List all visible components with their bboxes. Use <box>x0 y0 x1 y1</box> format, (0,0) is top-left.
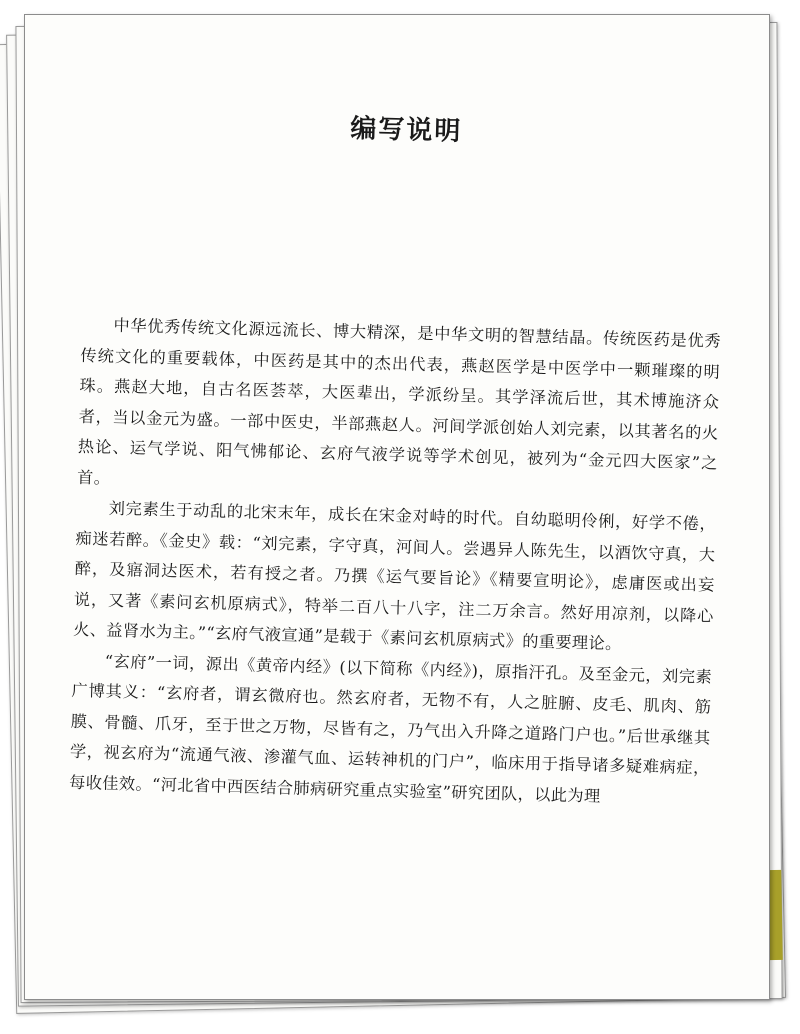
paragraph-intro: 中华优秀传统文化源远流长、博大精深，是中华文明的智慧结晶。传统医药是优秀传统文化的重要载体，中医药是其中的杰出代表，燕赵医学是中医学中一颗璀璨的明珠。燕赵大地，自古名医荟萃，大医辈出，学派纷呈。其学泽流后世，其术博施济众者，当以金元为盛。一部中医史，半部燕赵人。河间学派创始人刘完素，以其著名的火热论、运气学说、阳气怫郁论、玄府气液学说等学术创见，被列为“金元四大医家”之首。 <box>76 315 722 488</box>
page-title: 编写说明 <box>349 113 463 147</box>
front-page <box>24 14 770 1000</box>
paragraph-xuanfu: “玄府”一词，源出《黄帝内经》(以下简称《内经》)，原指汗孔。及至金元，刘完素广博其义：“玄府者，谓玄微府也。然玄府者，无物不有，人之脏腑、皮毛、肌肉、筋膜、骨髓、爪牙，至于世之万物，尽皆有之，乃气出入升降之道路门户也。”后世承继其学，视玄府为“流通气液、渗灌气血、运转神机的门户”，临床用于指导诸多疑难病症，每收佳效。“河北省中西医结合肺病研究重点实验室”研究团队，以此为理 <box>68 651 713 806</box>
page-content <box>69 101 727 815</box>
paragraph-liu-wansu: 刘完素生于动乱的北宋末年，成长在宋金对峙的时代。自幼聪明伶俐，好学不倦，痴迷若醉。《金史》载：“刘完素，字守真，河间人。尝遇异人陈先生，以酒饮守真，大醉，及寤洞达医术，若有授之者。乃撰《运气要旨论》《精要宣明论》，虑庸医或出妄说，又著《素问玄机原病式》，特举二百八十八字，注二万余言。然好用凉剂，以降心火、益肾水为主。”“玄府气液宣通”是载于《素问玄机原病式》的重要理论。 <box>72 498 717 654</box>
